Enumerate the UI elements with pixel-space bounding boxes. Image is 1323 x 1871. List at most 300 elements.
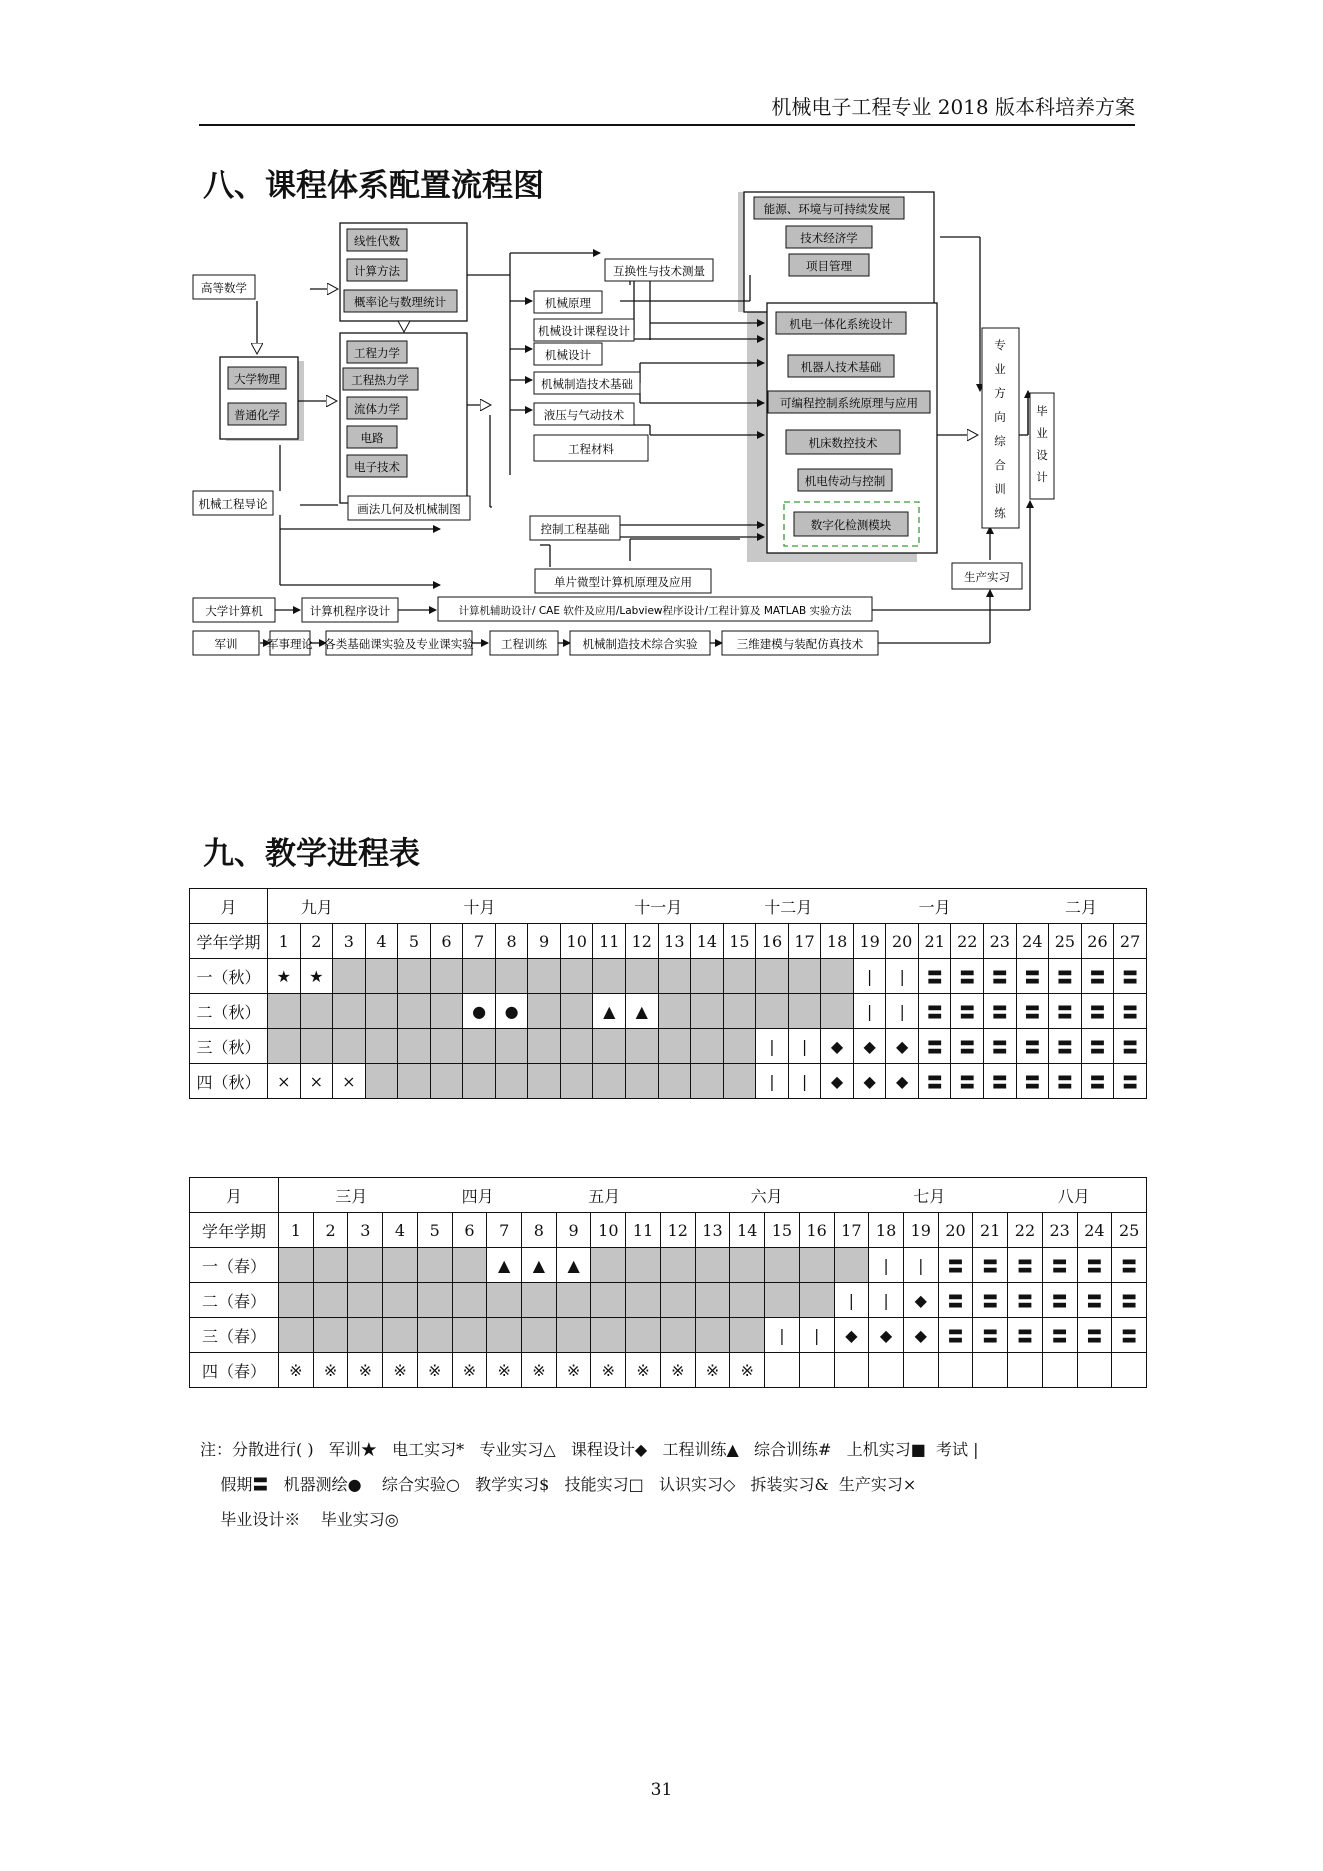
week-cell [723, 1064, 756, 1099]
table-row [190, 1248, 1147, 1283]
week-number: 19 [903, 1213, 938, 1248]
week-cell: | [886, 994, 919, 1029]
vertical-char: 业 [1036, 426, 1048, 440]
week-cell [560, 1029, 593, 1064]
table-row [190, 1029, 1147, 1064]
week-cell: 〓 [1042, 1283, 1077, 1318]
box-shiyan [324, 631, 474, 655]
week-cell [626, 959, 659, 994]
week-number: 5 [417, 1213, 452, 1248]
box-liuti [347, 397, 407, 419]
week-cell [869, 1353, 904, 1388]
week-cell: 〓 [1016, 1064, 1049, 1099]
term-label: 一（秋） [190, 959, 268, 994]
svg-text:机械设计: 机械设计 [545, 348, 591, 362]
week-cell: × [268, 1064, 301, 1099]
week-number: 23 [984, 924, 1017, 959]
box-kesheji [534, 319, 634, 341]
week-cell [756, 994, 789, 1029]
week-number: 10 [591, 1213, 626, 1248]
box-zhuanye [982, 328, 1019, 528]
vertical-char: 设 [1036, 448, 1048, 462]
week-cell [452, 1283, 487, 1318]
week-cell [593, 1029, 626, 1064]
table-row [190, 1353, 1147, 1388]
week-cell: 〓 [951, 959, 984, 994]
week-cell [730, 1318, 765, 1353]
legend-notes [200, 1432, 978, 1537]
week-cell: ※ [383, 1353, 418, 1388]
week-cell: 〓 [973, 1248, 1008, 1283]
week-cell: | [788, 1064, 821, 1099]
week-cell [756, 959, 789, 994]
week-cell: ◆ [886, 1064, 919, 1099]
week-number: 4 [365, 924, 398, 959]
box-zonghe [570, 631, 710, 655]
box-gaoshu [193, 275, 255, 299]
svg-text:控制工程基础: 控制工程基础 [540, 522, 610, 536]
week-number: 14 [730, 1213, 765, 1248]
week-number: 24 [1016, 924, 1049, 959]
week-cell [834, 1248, 869, 1283]
legend-line-2: 假期〓 机器测绘● 综合实验○ 教学实习$ 技能实习□ 认识实习◇ 拆装实习& 生产实习× [200, 1475, 917, 1494]
week-number: 15 [765, 1213, 800, 1248]
vertical-char: 合 [994, 458, 1006, 472]
page-header [199, 94, 1135, 126]
week-cell: 〓 [973, 1318, 1008, 1353]
svg-text:机械制造技术基础: 机械制造技术基础 [541, 377, 633, 391]
week-cell: ◆ [853, 1064, 886, 1099]
week-cell: 〓 [918, 1064, 951, 1099]
svg-text:计算机程序设计: 计算机程序设计 [309, 604, 391, 618]
week-cell [626, 1318, 661, 1353]
svg-text:三维建模与装配仿真技术: 三维建模与装配仿真技术 [736, 637, 864, 651]
week-cell [799, 1248, 834, 1283]
week-cell: ◆ [853, 1029, 886, 1064]
week-cell [528, 1029, 561, 1064]
svg-text:机器人技术基础: 机器人技术基础 [800, 360, 882, 374]
term-label: 二（春） [190, 1283, 279, 1318]
week-cell: | [834, 1283, 869, 1318]
week-cell: | [756, 1064, 789, 1099]
week-cell [788, 959, 821, 994]
table-row [190, 1064, 1147, 1099]
week-cell [695, 1248, 730, 1283]
svg-text:军事理论: 军事理论 [267, 637, 313, 651]
month-name: 六月 [750, 1186, 783, 1206]
page-number: 31 [650, 1780, 673, 1800]
week-cell [463, 1064, 496, 1099]
svg-text:计算机辅助设计/ CAE 软件及应用/Labview程序设计: 计算机辅助设计/ CAE 软件及应用/Labview程序设计/工程计算及 MATLAB 实验方法 [458, 605, 852, 617]
svg-text:机械原理: 机械原理 [545, 296, 591, 310]
week-cell [658, 1064, 691, 1099]
svg-text:能源、环境与可持续发展: 能源、环境与可持续发展 [763, 202, 891, 216]
week-cell [660, 1283, 695, 1318]
week-cell: | [756, 1029, 789, 1064]
week-cell [591, 1318, 626, 1353]
week-cell [658, 1029, 691, 1064]
week-cell [365, 1029, 398, 1064]
week-number: 7 [487, 1213, 522, 1248]
vertical-char: 业 [994, 362, 1006, 376]
week-cell [417, 1283, 452, 1318]
week-cell [348, 1283, 383, 1318]
week-cell [430, 1064, 463, 1099]
week-cell [430, 994, 463, 1029]
week-number: 16 [799, 1213, 834, 1248]
svg-text:普通化学: 普通化学 [234, 408, 280, 422]
week-number: 8 [522, 1213, 557, 1248]
week-cell: | [869, 1283, 904, 1318]
week-cell [821, 994, 854, 1029]
week-cell: ※ [348, 1353, 383, 1388]
box-yuanli [534, 291, 602, 313]
box-wuli [228, 367, 286, 389]
box-junxun [193, 631, 259, 655]
period-header: 学年学期 [190, 1213, 279, 1248]
box-sheji [534, 343, 602, 365]
box-jingji [786, 226, 872, 248]
week-cell: 〓 [1112, 1248, 1147, 1283]
week-cell [452, 1248, 487, 1283]
week-number: 12 [626, 924, 659, 959]
box-dianlu [347, 426, 397, 448]
box-danpian [535, 569, 711, 593]
week-cell: 〓 [984, 994, 1017, 1029]
vertical-char: 计 [1036, 470, 1048, 484]
week-cell: 〓 [1077, 1318, 1112, 1353]
week-cell [765, 1248, 800, 1283]
week-cell: 〓 [918, 994, 951, 1029]
box-jiance [794, 512, 908, 536]
week-cell: ◆ [903, 1318, 938, 1353]
week-cell: 〓 [1042, 1248, 1077, 1283]
week-cell: 〓 [1049, 994, 1082, 1029]
box-chuandong [798, 469, 892, 491]
week-cell: | [799, 1318, 834, 1353]
term-label: 三（秋） [190, 1029, 268, 1064]
month-name: 七月 [913, 1186, 946, 1206]
table-row [190, 1283, 1147, 1318]
vertical-char: 向 [994, 410, 1006, 424]
week-cell: ◆ [886, 1029, 919, 1064]
week-cell: 〓 [984, 1029, 1017, 1064]
week-cell: ※ [417, 1353, 452, 1388]
week-cell: 〓 [938, 1318, 973, 1353]
week-cell [313, 1318, 348, 1353]
week-cell [268, 994, 301, 1029]
svg-text:工程训练: 工程训练 [501, 637, 547, 651]
week-cell: × [300, 1064, 333, 1099]
week-cell [365, 994, 398, 1029]
table-row [190, 959, 1147, 994]
vertical-char: 专 [994, 338, 1006, 352]
week-cell: | [886, 959, 919, 994]
week-number: 17 [834, 1213, 869, 1248]
week-number: 12 [660, 1213, 695, 1248]
week-cell [522, 1318, 557, 1353]
box-chengxu [302, 598, 398, 622]
legend-line-3: 毕业设计※ 毕业实习◎ [200, 1510, 399, 1529]
week-cell [365, 959, 398, 994]
svg-text:工程材料: 工程材料 [568, 442, 614, 456]
svg-text:液压与气动技术: 液压与气动技术 [543, 408, 625, 422]
week-number: 9 [556, 1213, 591, 1248]
box-daolun [193, 491, 273, 515]
svg-text:机电一体化系统设计: 机电一体化系统设计 [789, 317, 893, 331]
week-cell [730, 1248, 765, 1283]
week-cell [593, 1064, 626, 1099]
week-number: 26 [1081, 924, 1114, 959]
week-cell [765, 1353, 800, 1388]
week-cell: ▲ [556, 1248, 591, 1283]
week-number: 25 [1049, 924, 1082, 959]
week-cell: | [853, 994, 886, 1029]
week-cell [556, 1283, 591, 1318]
week-cell [660, 1248, 695, 1283]
week-cell [487, 1283, 522, 1318]
month-name: 十二月 [764, 897, 813, 917]
week-number: 23 [1042, 1213, 1077, 1248]
course-flowchart [198, 202, 1145, 795]
week-cell [821, 959, 854, 994]
week-cell: ◆ [821, 1064, 854, 1099]
week-cell: 〓 [938, 1248, 973, 1283]
month-header: 月 [190, 1178, 279, 1213]
week-number: 21 [973, 1213, 1008, 1248]
vertical-char: 综 [994, 434, 1006, 448]
week-cell: ▲ [626, 994, 659, 1029]
week-number: 13 [695, 1213, 730, 1248]
week-cell: 〓 [1114, 1029, 1147, 1064]
week-cell: 〓 [1049, 1064, 1082, 1099]
svg-text:大学物理: 大学物理 [234, 372, 280, 386]
term-label: 一（春） [190, 1248, 279, 1283]
week-cell: × [333, 1064, 366, 1099]
week-cell [799, 1283, 834, 1318]
week-cell [691, 1064, 724, 1099]
week-number: 19 [853, 924, 886, 959]
week-cell [333, 959, 366, 994]
box-cae [438, 597, 872, 621]
week-number: 11 [593, 924, 626, 959]
week-number: 18 [869, 1213, 904, 1248]
week-cell [973, 1353, 1008, 1388]
week-cell [1112, 1353, 1147, 1388]
week-cell [279, 1248, 314, 1283]
week-number: 2 [313, 1213, 348, 1248]
week-cell: 〓 [938, 1283, 973, 1318]
week-cell [300, 994, 333, 1029]
box-plc [768, 391, 930, 413]
vertical-char: 毕 [1036, 404, 1048, 418]
box-junshi [267, 631, 313, 655]
svg-text:机械设计课程设计: 机械设计课程设计 [538, 324, 630, 338]
term-label: 四（春） [190, 1353, 279, 1388]
week-cell: ※ [313, 1353, 348, 1388]
month-name: 四月 [461, 1186, 494, 1206]
week-cell [268, 1029, 301, 1064]
week-number: 1 [279, 1213, 314, 1248]
week-number: 15 [723, 924, 756, 959]
week-cell: 〓 [918, 959, 951, 994]
box-gailv [344, 290, 457, 312]
week-cell [313, 1283, 348, 1318]
week-cell [333, 1029, 366, 1064]
week-cell [300, 1029, 333, 1064]
week-cell: ※ [695, 1353, 730, 1388]
week-cell: ※ [522, 1353, 557, 1388]
box-shukong [786, 430, 900, 454]
week-cell [279, 1318, 314, 1353]
week-number: 5 [398, 924, 431, 959]
week-cell [528, 994, 561, 1029]
week-number: 6 [452, 1213, 487, 1248]
week-cell: ※ [279, 1353, 314, 1388]
week-number: 7 [463, 924, 496, 959]
period-header: 学年学期 [190, 924, 268, 959]
box-cailiao [534, 435, 648, 461]
week-cell: 〓 [1016, 959, 1049, 994]
svg-text:概率论与数理统计: 概率论与数理统计 [354, 295, 446, 309]
week-cell [560, 959, 593, 994]
week-cell [348, 1318, 383, 1353]
month-name: 九月 [300, 897, 333, 917]
week-cell [660, 1318, 695, 1353]
week-number: 13 [658, 924, 691, 959]
svg-text:工程力学: 工程力学 [354, 346, 400, 360]
box-rexue [343, 368, 418, 390]
box-sanwei [722, 631, 878, 655]
week-cell: 〓 [1016, 1029, 1049, 1064]
svg-text:单片微型计算机原理及应用: 单片微型计算机原理及应用 [554, 575, 692, 589]
week-cell [560, 994, 593, 1029]
week-cell [626, 1283, 661, 1318]
svg-text:流体力学: 流体力学 [354, 402, 400, 416]
box-xianxing [347, 229, 407, 251]
box-huhuan [605, 259, 713, 281]
week-cell: 〓 [1077, 1283, 1112, 1318]
week-cell: ◆ [869, 1318, 904, 1353]
svg-text:线性代数: 线性代数 [354, 234, 400, 248]
week-cell [398, 994, 431, 1029]
week-cell: 〓 [1077, 1248, 1112, 1283]
week-cell: 〓 [984, 959, 1017, 994]
week-cell [398, 1064, 431, 1099]
week-cell: 〓 [1112, 1318, 1147, 1353]
box-yeya [534, 403, 634, 425]
week-cell: ◆ [821, 1029, 854, 1064]
week-number: 4 [383, 1213, 418, 1248]
svg-text:计算方法: 计算方法 [354, 264, 400, 278]
week-cell [556, 1318, 591, 1353]
box-jisuan [347, 259, 407, 281]
month-name: 八月 [1057, 1186, 1090, 1206]
week-cell: ★ [300, 959, 333, 994]
week-cell [938, 1353, 973, 1388]
vertical-char: 训 [994, 482, 1006, 496]
week-cell: | [788, 1029, 821, 1064]
week-cell: 〓 [1081, 1029, 1114, 1064]
week-number: 2 [300, 924, 333, 959]
svg-text:生产实习: 生产实习 [964, 570, 1010, 584]
week-cell: | [869, 1248, 904, 1283]
week-cell [463, 1029, 496, 1064]
week-cell [695, 1318, 730, 1353]
week-cell: | [765, 1318, 800, 1353]
svg-text:机械工程导论: 机械工程导论 [198, 497, 268, 511]
legend-line-1: 注：分散进行( ) 军训★ 电工实习* 专业实习△ 课程设计◆ 工程训练▲ 综合训练# 上机实习■ 考试 | [200, 1440, 979, 1459]
box-shengchan [952, 563, 1022, 589]
week-cell [723, 959, 756, 994]
week-cell [591, 1283, 626, 1318]
svg-text:工程热力学: 工程热力学 [351, 373, 409, 387]
week-cell: ※ [660, 1353, 695, 1388]
week-cell [495, 1064, 528, 1099]
week-cell [495, 1029, 528, 1064]
week-number: 20 [886, 924, 919, 959]
box-huafa [348, 496, 470, 520]
week-number: 17 [788, 924, 821, 959]
week-cell [313, 1248, 348, 1283]
week-cell: ● [495, 994, 528, 1029]
week-cell: ◆ [903, 1283, 938, 1318]
week-cell: 〓 [1049, 1029, 1082, 1064]
svg-text:大学计算机: 大学计算机 [205, 604, 263, 618]
week-number: 27 [1114, 924, 1147, 959]
week-cell: 〓 [951, 1064, 984, 1099]
week-cell [560, 1064, 593, 1099]
header-title: 机械电子工程专业 2018 版本科培养方案 [771, 95, 1135, 119]
month-name: 十月 [463, 897, 496, 917]
week-cell: 〓 [1081, 994, 1114, 1029]
week-number: 11 [626, 1213, 661, 1248]
week-cell: 〓 [973, 1283, 1008, 1318]
week-cell [495, 959, 528, 994]
week-cell: ▲ [522, 1248, 557, 1283]
week-number: 22 [1008, 1213, 1043, 1248]
week-cell: 〓 [1049, 959, 1082, 994]
week-cell [591, 1248, 626, 1283]
week-cell [593, 959, 626, 994]
week-cell [1042, 1353, 1077, 1388]
term-label: 二（秋） [190, 994, 268, 1029]
week-cell: 〓 [1008, 1283, 1043, 1318]
box-kongzhi [530, 516, 620, 540]
week-cell: 〓 [951, 1029, 984, 1064]
week-number: 3 [348, 1213, 383, 1248]
month-header: 月 [190, 889, 268, 924]
week-number: 21 [918, 924, 951, 959]
box-xiangmu [789, 254, 869, 276]
week-cell: 〓 [1042, 1318, 1077, 1353]
week-cell: 〓 [1016, 994, 1049, 1029]
week-cell: 〓 [1008, 1248, 1043, 1283]
week-cell: ※ [591, 1353, 626, 1388]
week-cell [691, 1029, 724, 1064]
week-number: 1 [268, 924, 301, 959]
week-cell: 〓 [1081, 1064, 1114, 1099]
week-cell [430, 1029, 463, 1064]
week-cell: 〓 [1114, 959, 1147, 994]
svg-text:画法几何及机械制图: 画法几何及机械制图 [357, 502, 461, 516]
week-cell [528, 1064, 561, 1099]
week-cell: ※ [487, 1353, 522, 1388]
week-cell [658, 959, 691, 994]
week-cell: 〓 [1114, 1064, 1147, 1099]
week-cell: ● [463, 994, 496, 1029]
week-cell [765, 1283, 800, 1318]
